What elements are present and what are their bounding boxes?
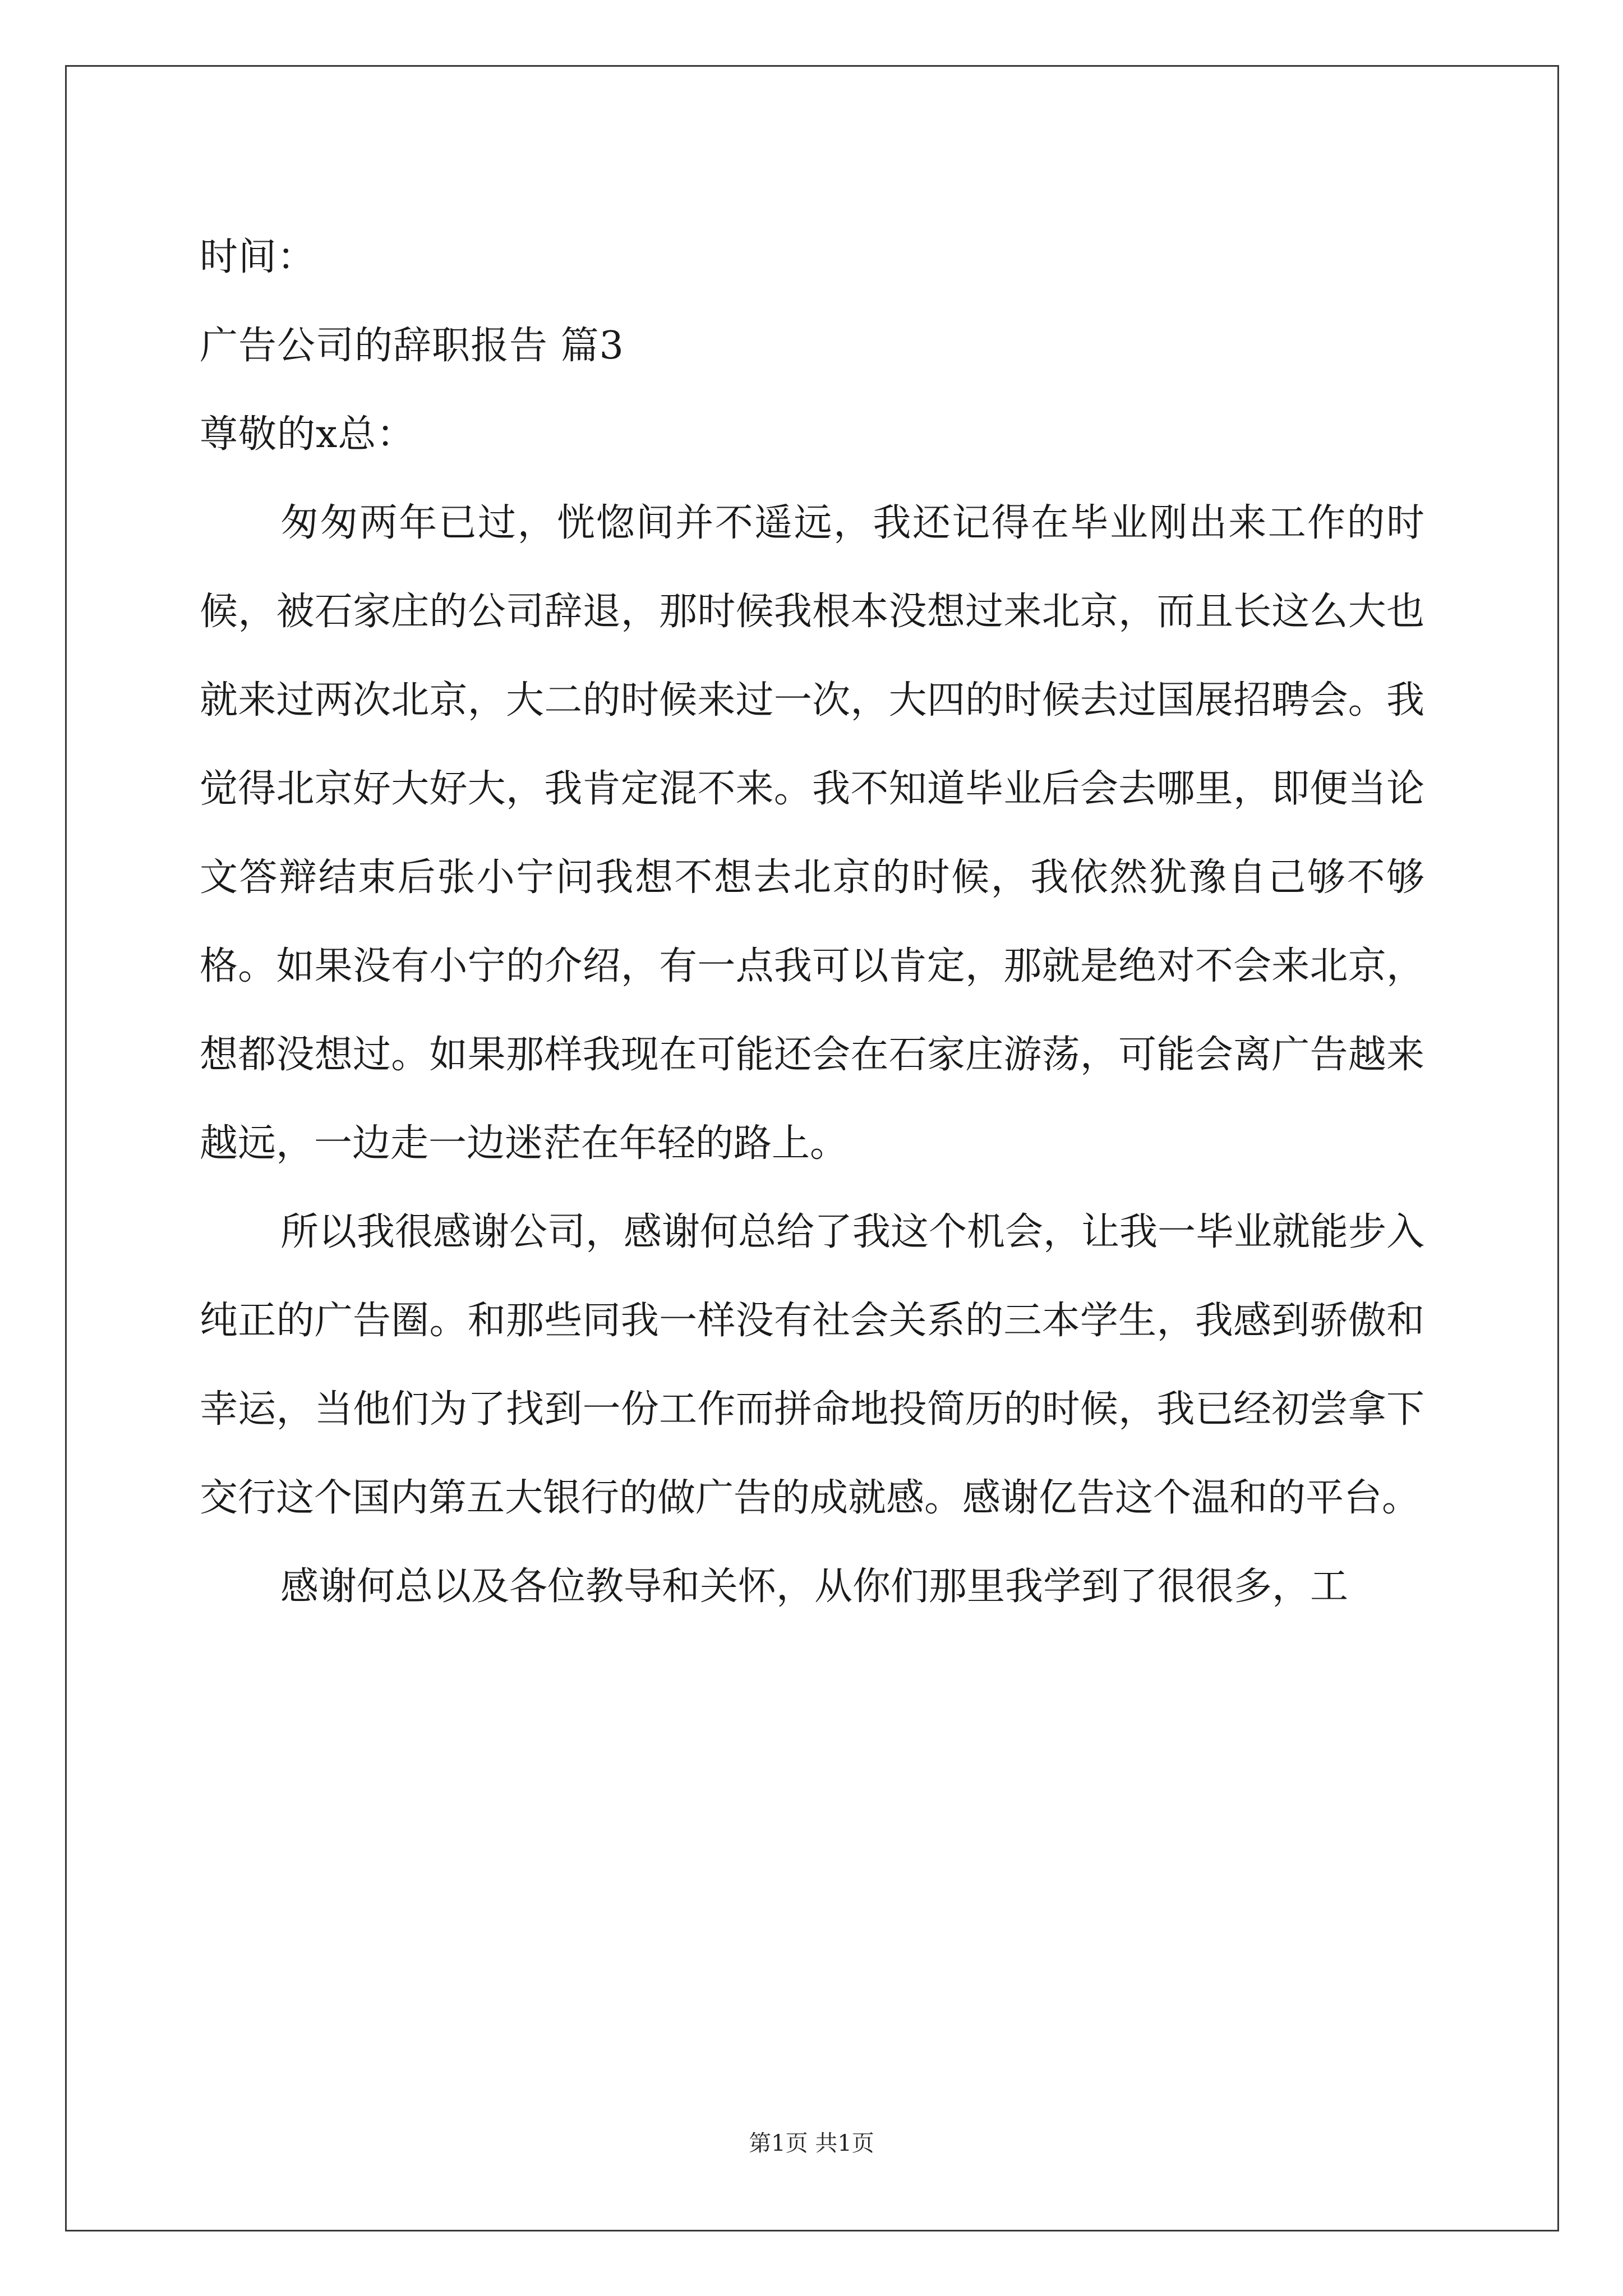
document-heading: 广告公司的辞职报告 篇3 — [200, 324, 624, 368]
paragraph: 感谢何总以及各位教导和关怀，从你们那里我学到了很很多，工 — [280, 1565, 1349, 1609]
time-label: 时间： — [200, 235, 316, 279]
paragraph: 匆匆两年已过，恍惚间并不遥远，我还记得在毕业刚出来工作的时候，被石家庄的公司辞退，那时候我根本没想过来北京，而且长这么大也就来过两次北京，大二的时候来过一次，大四的时候去过国展招聘会。我觉得北京好大好大，我肯定混不来。我不知道毕业后会去哪里，即便当论文答辩结束后张小宁问我想不想去北京的时候，我依然犹豫自己够不够格。如果没有小宁的介绍，有一点我可以肯定，那就是绝对不会来北京，想都没想过。如果那样我现在可能还会在石家庄游荡，可能会离广告越来越远，一边走一边迷茫在年轻的路上。 — [200, 501, 1424, 1166]
document-body — [200, 213, 1424, 1631]
salutation: 尊敬的x总： — [200, 412, 416, 457]
paragraph: 所以我很感谢公司，感谢何总给了我这个机会，让我一毕业就能步入纯正的广告圈。和那些同我一样没有社会关系的三本学生，我感到骄傲和幸运，当他们为了找到一份工作而拼命地投简历的时候，我已经初尝拿下交行这个国内第五大银行的做广告的成就感。感谢亿告这个温和的平台。 — [200, 1210, 1425, 1520]
page-footer: 第1页 共1页 — [749, 2131, 874, 2156]
